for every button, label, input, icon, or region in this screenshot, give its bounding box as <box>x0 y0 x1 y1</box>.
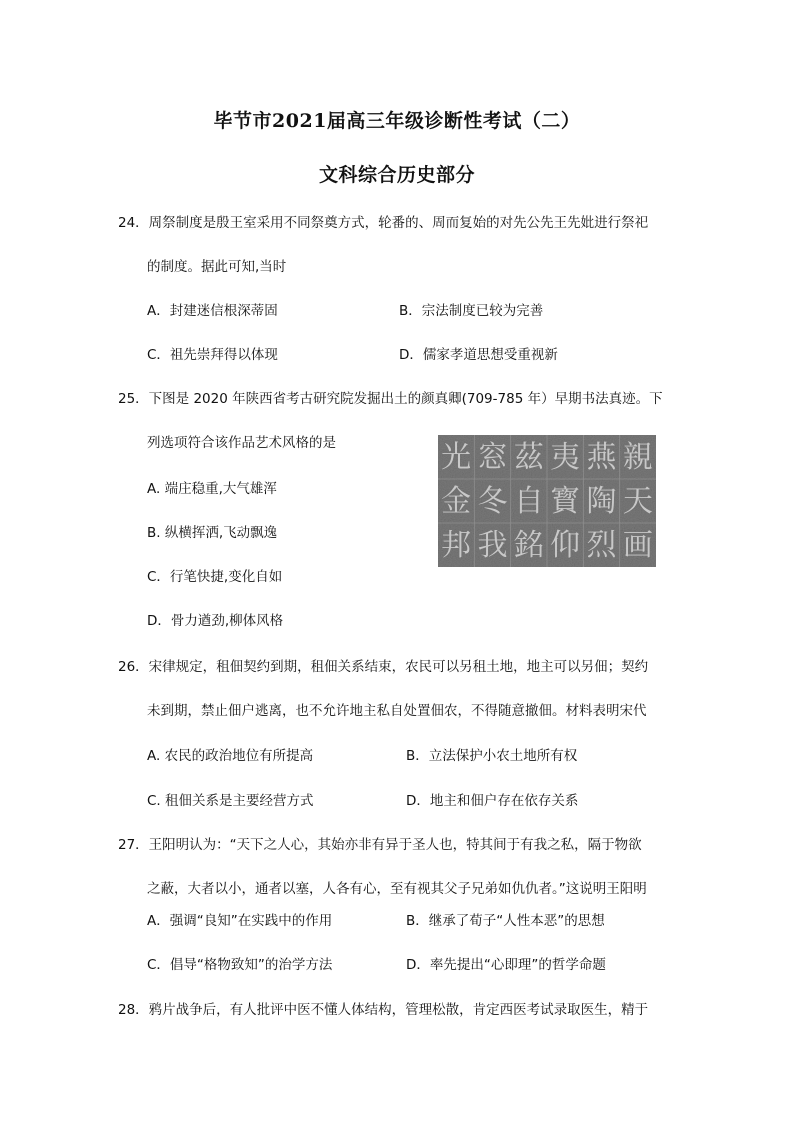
q27-stem-line1: 27．王阳明认为：“天下之人心，其始亦非有异于圣人也，特其间于有我之私，隔于物欲 <box>118 837 642 853</box>
q24-stem-line2: 的制度。据此可知,当时 <box>147 259 287 275</box>
stele-glyph: 冬 <box>477 484 508 519</box>
q26-stem-line1: 26．宋律规定，租佃契约到期，租佃关系结束，农民可以另租土地，地主可以另佃；契约 <box>118 659 649 675</box>
q27-option-c[interactable]: C．倡导“格物致知”的治学方法 <box>147 957 333 973</box>
stele-glyph: 邦 <box>441 528 472 563</box>
stele-glyph: 天 <box>622 484 653 519</box>
stele-glyph: 光 <box>441 440 472 475</box>
q24-option-c[interactable]: C．祖先崇拜得以体现 <box>147 347 278 363</box>
q26-option-d[interactable]: D．地主和佃户存在依存关系 <box>406 793 579 809</box>
stele-glyph: 烈 <box>586 528 617 563</box>
stele-glyph: 自 <box>513 484 544 519</box>
stele-glyph: 銘 <box>513 528 544 563</box>
stele-glyph: 燕 <box>586 440 617 475</box>
q24-option-a[interactable]: A．封建迷信根深蒂固 <box>147 303 278 319</box>
q25-stem-line2: 列选项符合该作品艺术风格的是 <box>147 435 336 451</box>
q25-option-a[interactable]: A. 端庄稳重,大气雄浑 <box>147 481 277 497</box>
q26-option-c[interactable]: C. 租佃关系是主要经营方式 <box>147 793 314 809</box>
q24-option-b[interactable]: B．宗法制度已较为完善 <box>399 303 544 319</box>
stele-glyph: 寳 <box>550 484 581 519</box>
q25-option-d[interactable]: D．骨力遒劲,柳体风格 <box>147 613 284 629</box>
q27-option-b[interactable]: B．继承了荀子“人性本恶”的思想 <box>406 913 605 929</box>
q24-stem-line1: 24．周祭制度是殷王室采用不同祭奠方式，轮番的、周而复始的对先公先王先妣进行祭祀 <box>118 215 649 231</box>
stele-glyph: 陶 <box>586 484 617 519</box>
section-title: 文科综合历史部分 <box>318 164 475 186</box>
stele-glyph: 金 <box>441 484 472 519</box>
stele-glyph: 夷 <box>550 440 581 475</box>
stele-glyph: 親 <box>622 440 653 475</box>
stele-glyph: 茲 <box>513 440 544 475</box>
exam-title: 毕节市2021届高三年级诊断性考试（二） <box>213 110 581 132</box>
q25-option-b[interactable]: B. 纵横挥洒,飞动飘逸 <box>147 525 278 541</box>
q27-stem-line2: 之蔽，大者以小，通者以塞，人各有心，至有视其父子兄弟如仇仇者。”这说明王阳明 <box>147 881 647 897</box>
q24-option-d[interactable]: D．儒家孝道思想受重视新 <box>399 347 558 363</box>
stele-glyph: 我 <box>477 528 508 563</box>
q25-option-c[interactable]: C．行笔快捷,变化自如 <box>147 569 283 585</box>
q27-option-d[interactable]: D．率先提出“心即理”的哲学命题 <box>406 957 606 973</box>
q28-stem-line1: 28．鸦片战争后，有人批评中医不懂人体结构，管理松散，肯定西医考试录取医生，精于 <box>118 1002 649 1018</box>
q25-stem-line1: 25．下图是 2020 年陕西省考古研究院发掘出土的颜真卿(709-785 年）早期书法真迹。下 <box>118 391 663 407</box>
q26-stem-line2: 未到期，禁止佃户逃离，也不允许地主私自处置佃农，不得随意撤佃。材料表明宋代 <box>147 703 647 719</box>
stele-glyph: 仰 <box>550 528 581 563</box>
q26-option-a[interactable]: A. 农民的政治地位有所提高 <box>147 748 314 764</box>
stele-glyph: 画 <box>622 528 653 563</box>
q26-option-b[interactable]: B．立法保护小农土地所有权 <box>406 748 578 764</box>
calligraphy-rubbing-image <box>438 435 656 567</box>
q27-option-a[interactable]: A．强调“良知”在实践中的作用 <box>147 913 333 929</box>
calligraphy-rubbing-graphic <box>438 435 656 567</box>
stele-glyph: 窓 <box>477 440 508 475</box>
